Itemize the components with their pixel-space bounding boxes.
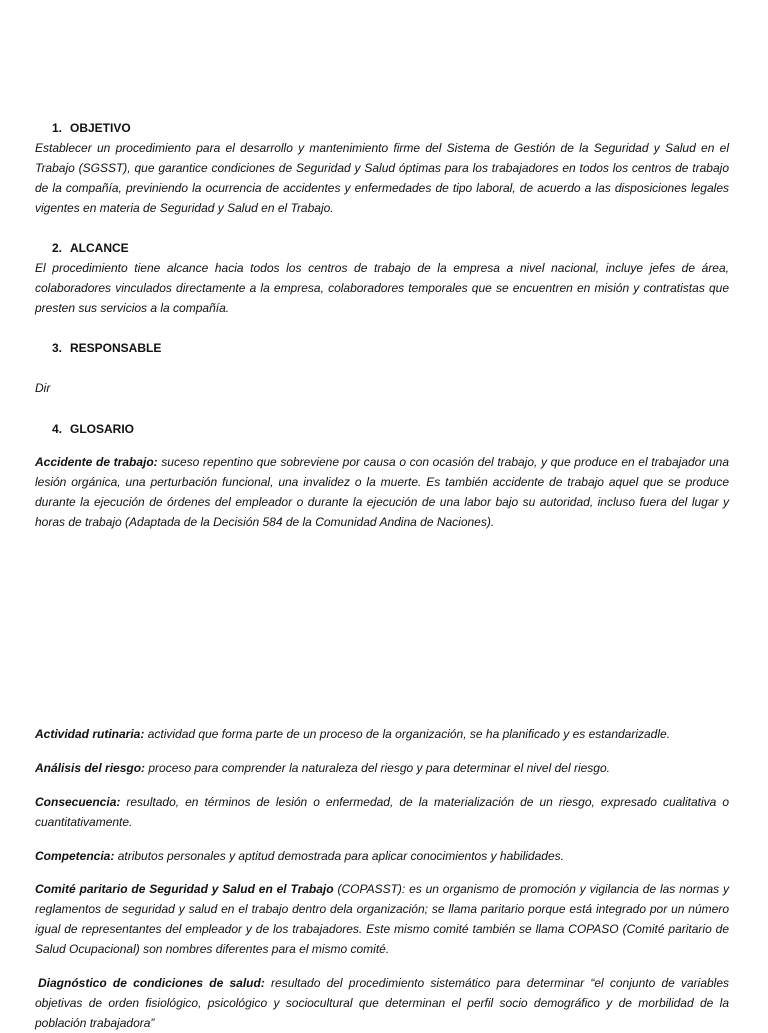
glossary-definition: suceso repentino que sobreviene por causa o con ocasión del trabajo, y que produce en el trabajador una lesión orgánica, una perturbación funcional, una invalidez o la muerte. Es también accidente de trabajo aquel que se produce durante la ejecución de órdenes del empleador o durante la ejecución de una labor bajo su autoridad, incluso fuera del lugar y horas de trabajo (Adaptada de la Decisión 584 de la Comunidad Andina de Naciones).: [35, 455, 729, 529]
glossary-term: Consecuencia:: [35, 795, 121, 809]
heading-number: 2.: [52, 241, 63, 255]
heading-objetivo: [52, 121, 131, 135]
heading-number: 3.: [52, 341, 63, 355]
glossary-term: Diagnóstico de condiciones de salud:: [38, 976, 265, 990]
heading-responsable: [52, 341, 161, 355]
glossary-entry: [35, 724, 729, 744]
glossary-term: Competencia:: [35, 849, 115, 863]
paragraph-alcance: El procedimiento tiene alcance hacia todos los centros de trabajo de la empresa a nivel nacional, incluye jefes de área, colaboradores vinculados directamente a la empresa, colaboradores temporales que se encuentren en misión y contratistas que presten sus servicios a la compañía.: [35, 261, 729, 315]
heading-number: 1.: [52, 121, 63, 135]
glossary-term: Actividad rutinaria:: [35, 727, 145, 741]
glossary-entry: [35, 452, 729, 532]
heading-title: ALCANCE: [70, 241, 129, 255]
glossary-definition: (COPASST): es un organismo de promoción y vigilancia de las normas y reglamentos de seguridad y salud en el trabajo dentro dela organización; se llama paritario porque está integrado por un número igual de representantes del empleador y de los trabajadores. Este mismo comité también se llama COPASO (Comité paritario de Salud Ocupacional) son nombres diferentes para el mismo comité.: [35, 882, 730, 956]
paragraph-objetivo: Establecer un procedimiento para el desarrollo y mantenimiento firme del Sistema de Gestión de la Seguridad y Salud en el Trabajo (SGSST), que garantice condiciones de Seguridad y Salud óptimas para los trabajadores en todos los centros de trabajo de la compañía, previniendo la ocurrencia de accidentes y enfermedades de tipo laboral, de acuerdo a las disposiciones legales vigentes en materia de Seguridad y Salud en el Trabajo.: [35, 141, 729, 215]
glossary-entry: [35, 846, 729, 866]
glossary-entry: [35, 758, 729, 778]
glossary-definition: actividad que forma parte de un proceso de la organización, se ha planificado y es estandarizadle.: [144, 727, 671, 741]
heading-alcance: [52, 241, 129, 255]
heading-number: 4.: [52, 422, 63, 436]
heading-title: GLOSARIO: [70, 422, 135, 436]
paragraph-responsable: Dir: [35, 381, 51, 395]
glossary-entry: [35, 879, 729, 959]
heading-title: RESPONSABLE: [70, 341, 162, 355]
glossary-definition: resultado del procedimiento sistemático para determinar “el conjunto de variables objetivas de orden fisiológico, psicológico y sociocultural que determinan el perfil socio demográfico y de morbilidad de la población trabajadora”: [35, 976, 730, 1030]
glossary-term: Comité paritario de Seguridad y Salud en el Trabajo: [35, 882, 334, 896]
glossary-term: Accidente de trabajo:: [35, 455, 158, 469]
glossary-definition: proceso para comprender la naturaleza del riesgo y para determinar el nivel del riesgo.: [145, 761, 610, 775]
heading-glosario: [52, 422, 134, 436]
glossary-term: Análisis del riesgo:: [35, 761, 146, 775]
heading-title: OBJETIVO: [70, 121, 131, 135]
glossary-entry: [35, 973, 729, 1033]
glossary-entry: [35, 792, 729, 832]
glossary-definition: atributos personales y aptitud demostrada para aplicar conocimientos y habilidades.: [114, 849, 564, 863]
glossary-definition: resultado, en términos de lesión o enfermedad, de la materialización de un riesgo, expresado cualitativa o cuantitativamente.: [35, 795, 729, 829]
